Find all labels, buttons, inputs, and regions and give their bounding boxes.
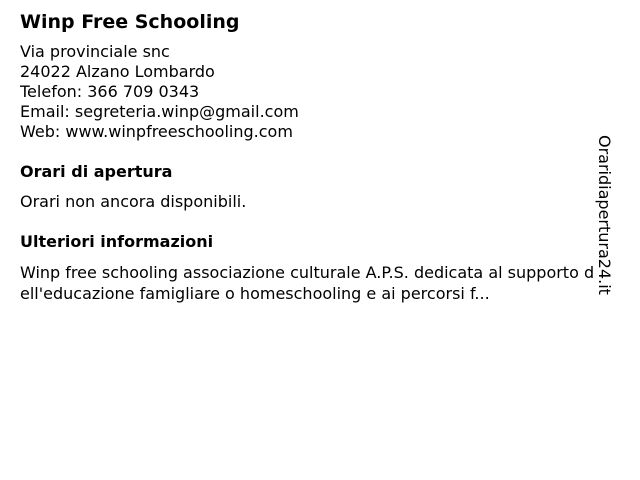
- more-info-heading: Ulteriori informazioni: [20, 232, 214, 251]
- email-line: Email: segreteria.winp@gmail.com: [20, 102, 299, 121]
- business-card: [20, 10, 595, 304]
- hours-heading: Orari di apertura: [20, 162, 173, 181]
- business-name: Winp Free Schooling: [20, 11, 240, 33]
- address-city: 24022 Alzano Lombardo: [20, 62, 215, 81]
- hours-text: Orari non ancora disponibili.: [20, 192, 247, 211]
- phone-line: Telefon: 366 709 0343: [20, 82, 200, 101]
- site-brand-vertical: Oraridiapertura24.it: [595, 135, 614, 295]
- contact-block: [20, 42, 595, 142]
- web-line: Web: www.winpfreeschooling.com: [20, 122, 293, 141]
- address-street: Via provinciale snc: [20, 42, 170, 61]
- more-info-text: Winp free schooling associazione culturale A.P.S. dedicata al supporto dell'educazione famigliare o homeschooling e ai percorsi f...: [20, 263, 595, 303]
